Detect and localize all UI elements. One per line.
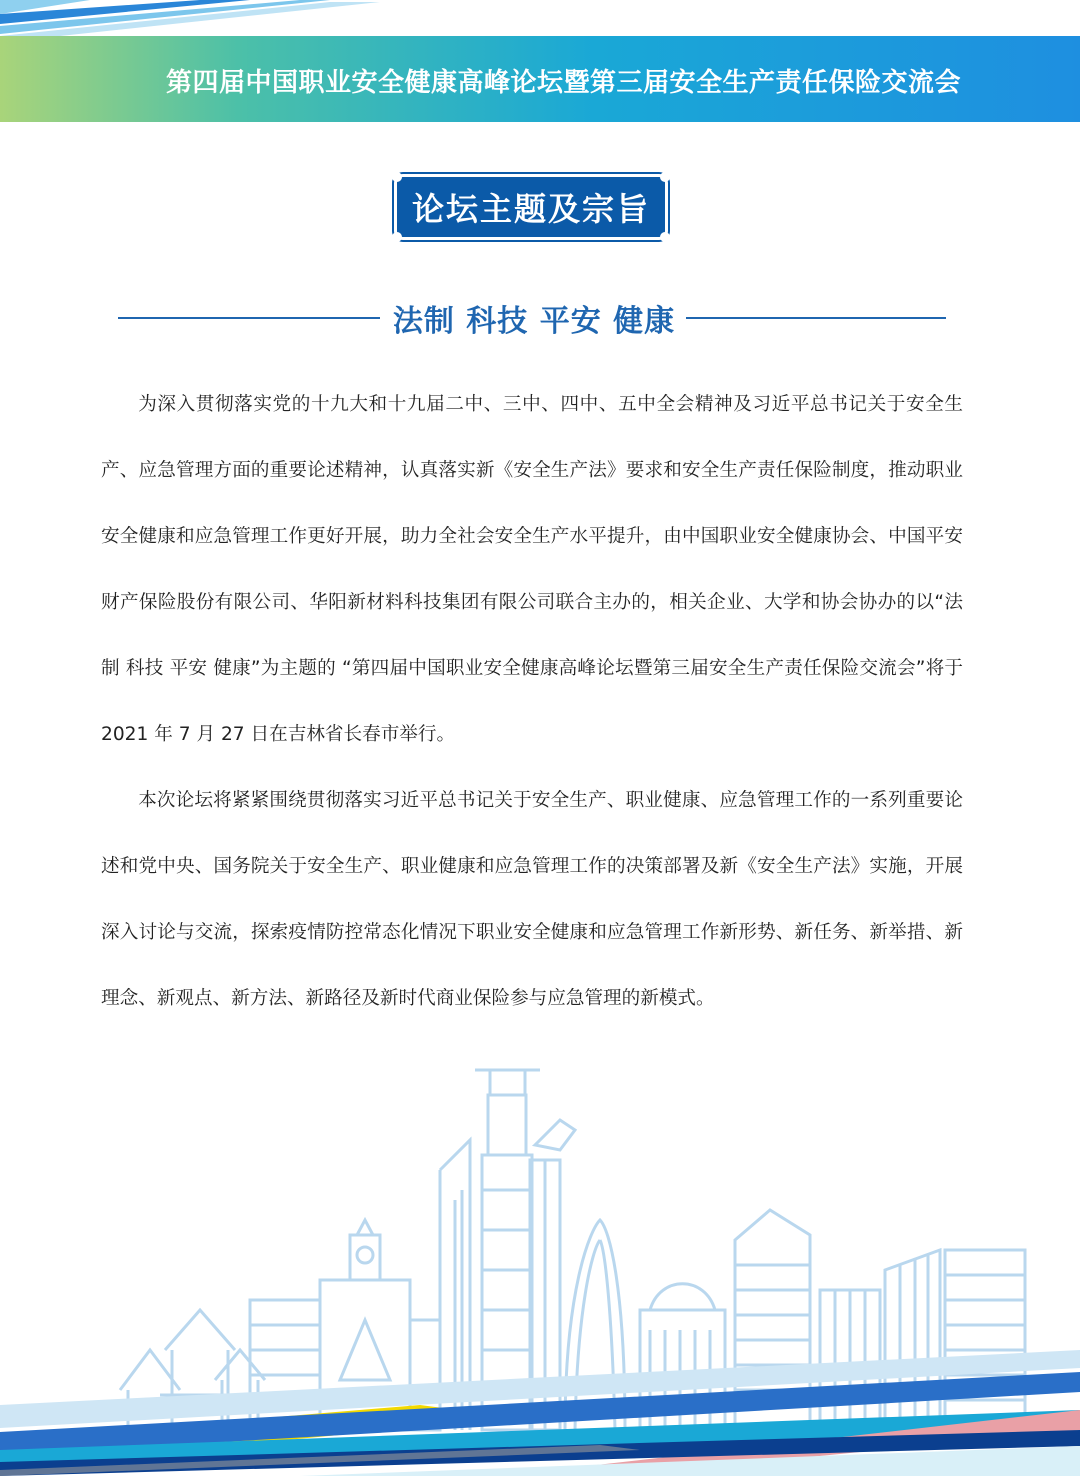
theme-divider-right	[686, 317, 946, 319]
section-heading: 论坛主题及宗旨	[411, 190, 650, 228]
paragraph-1: 为深入贯彻落实党的十九大和十九届二中、三中、四中、五中全会精神及习近平总书记关于安全生产、应急管理方面的重要论述精神，认真落实新《安全生产法》要求和安全生产责任保险制度，推动职业安全健康和应急管理工作更好开展，助力全社会安全生产水平提升，由中国职业安全健康协会、中国平安财产保险股份有限公司、华阳新材料科技集团有限公司联合主办的，相关企业、大学和协会协办的以“法制 科技 平安 健康”为主题的 “第四届中国职业安全健康高峰论坛暨第三届安全生产责任保险交流会”将于 2021 年 7 月 27 日在吉林省长春市举行。	[101, 394, 963, 745]
body-text	[101, 372, 963, 1032]
section-heading-banner	[397, 177, 665, 237]
city-skyline-illustration	[0, 1050, 1080, 1476]
banner-corner-ornament	[660, 232, 670, 242]
top-decorative-stripes	[0, 0, 1080, 40]
banner-corner-ornament	[660, 172, 670, 182]
theme-divider-left	[118, 317, 380, 319]
banner-corner-ornament	[392, 172, 402, 182]
paragraph-2: 本次论坛将紧紧围绕贯彻落实习近平总书记关于安全生产、职业健康、应急管理工作的一系列重要论述和党中央、国务院关于安全生产、职业健康和应急管理工作的决策部署及新《安全生产法》实施，开展深入讨论与交流，探索疫情防控常态化情况下职业安全健康和应急管理工作新形势、新任务、新举措、新理念、新观点、新方法、新路径及新时代商业保险参与应急管理的新模式。	[101, 790, 963, 1009]
theme-slogan: 法制 科技 平安 健康	[392, 304, 676, 339]
banner-corner-ornament	[392, 232, 402, 242]
header-title: 第四届中国职业安全健康高峰论坛暨第三届安全生产责任保险交流会	[166, 68, 962, 98]
